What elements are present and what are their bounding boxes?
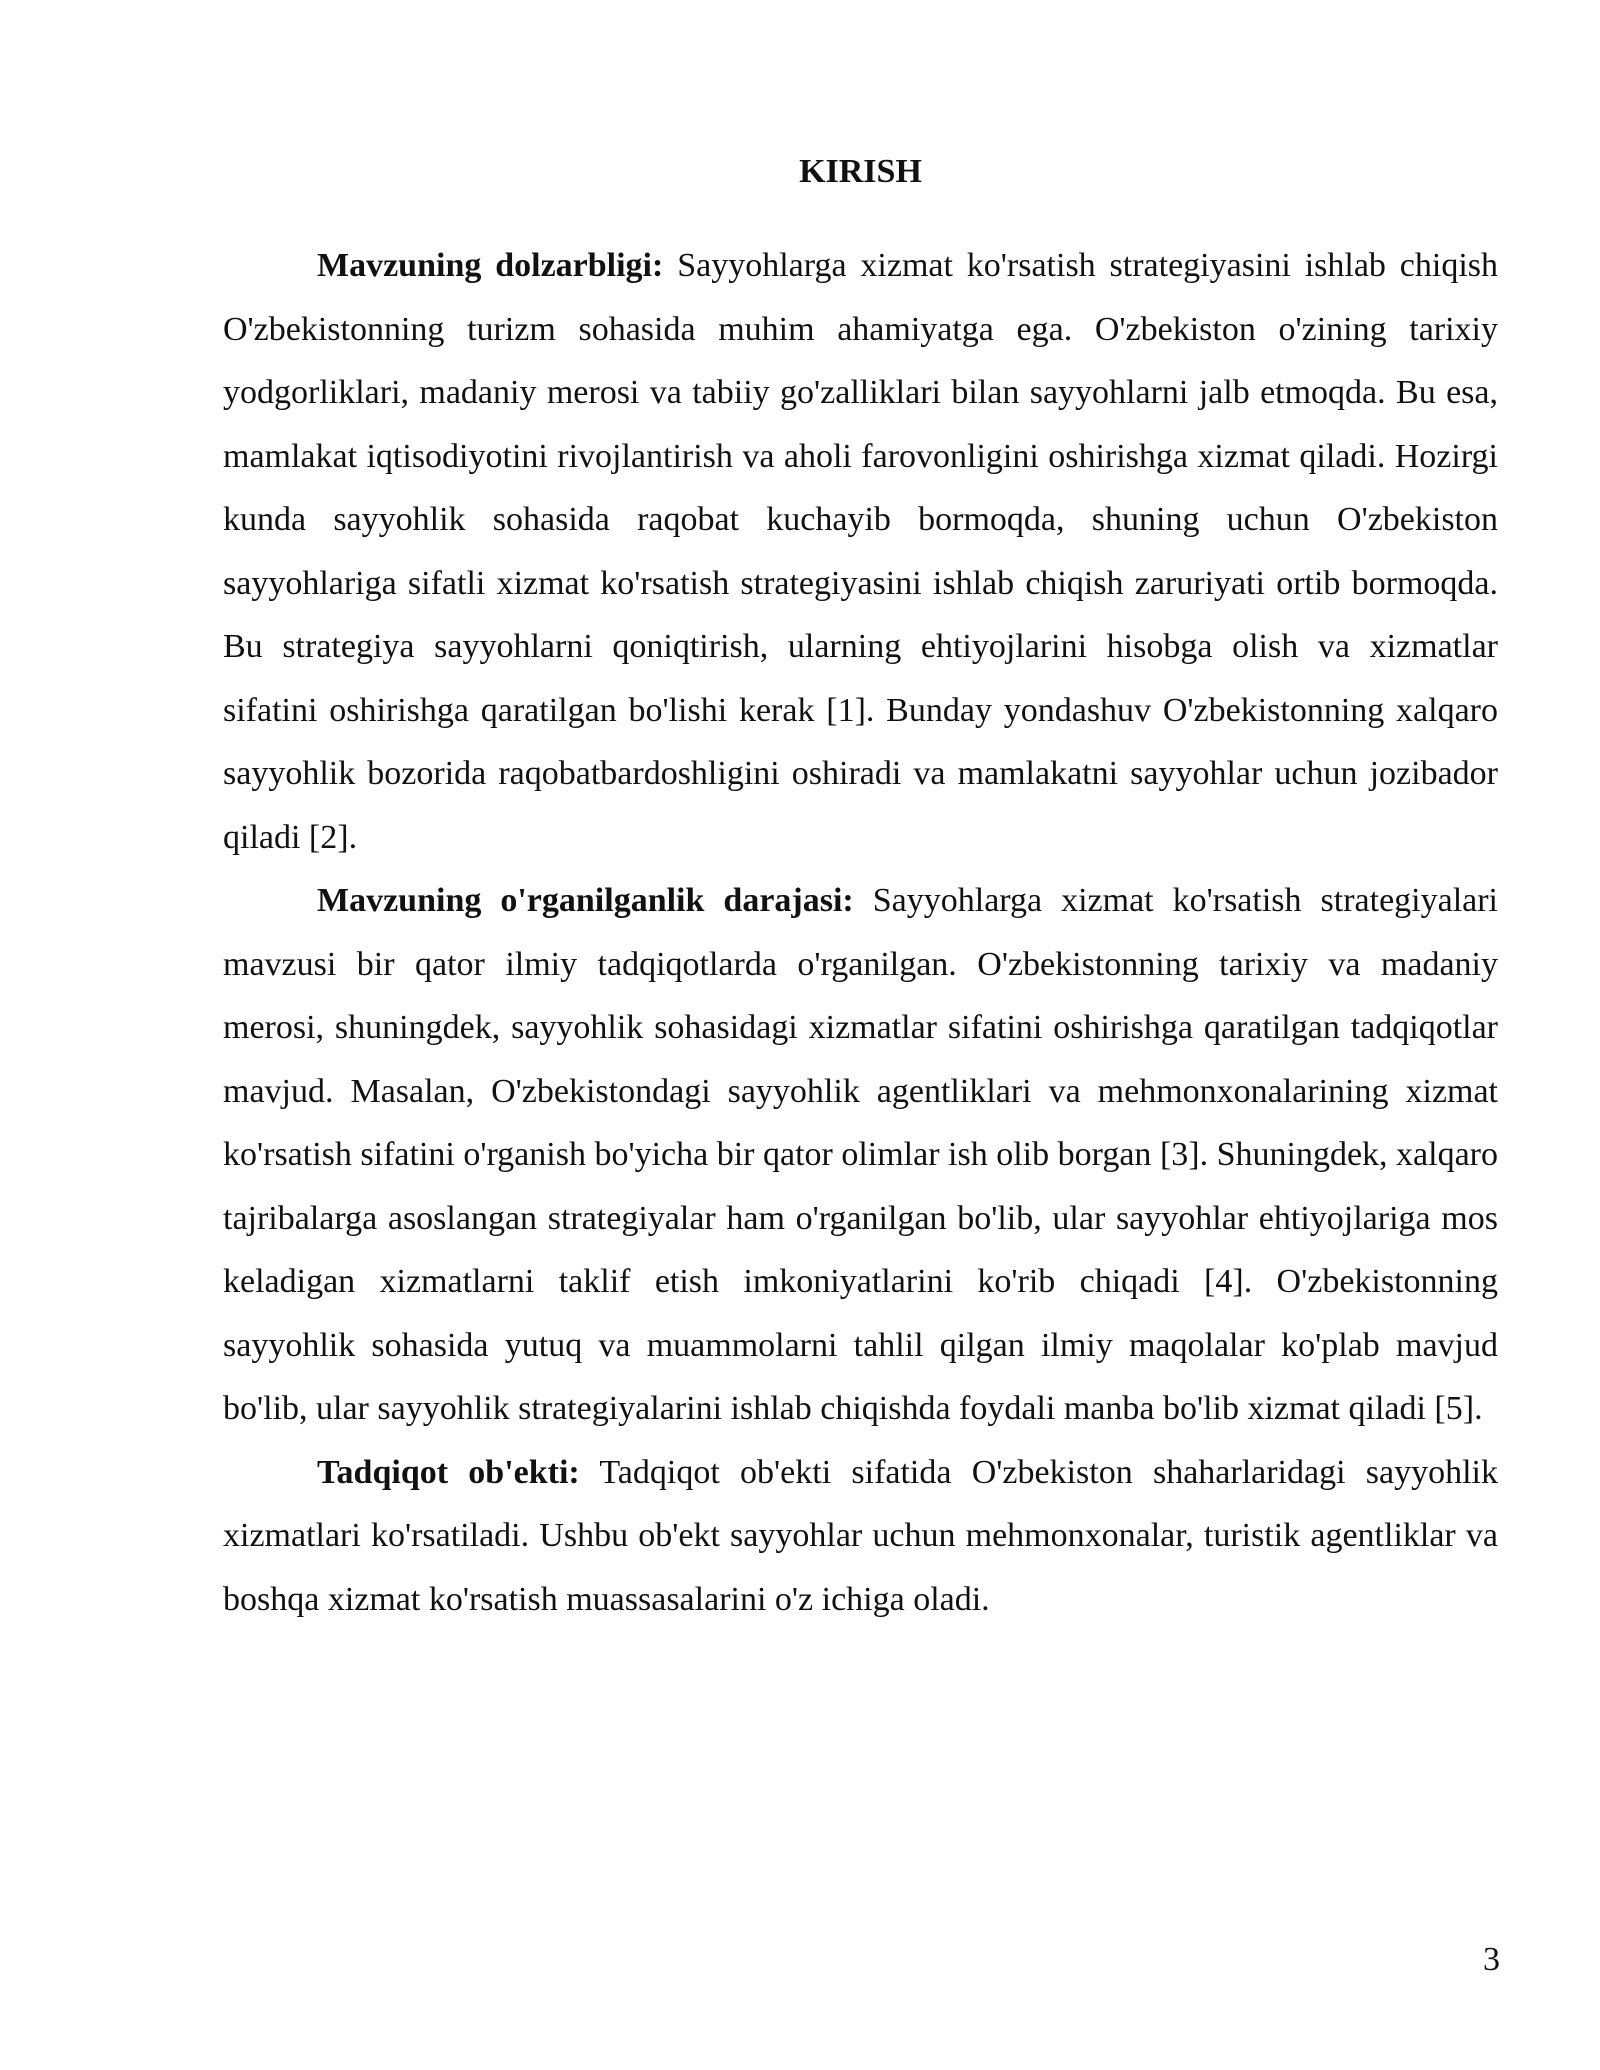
- paragraph-lead: Tadqiqot ob'ekti:: [317, 1453, 580, 1491]
- paragraph-text: Sayyohlarga xizmat ko'rsatish strategiyalari mavzusi bir qator ilmiy tadqiqotlarda o'rganilgan. O'zbekistonning tarixiy va madaniy merosi, shuningdek, sayyohlik sohasidagi xizmatlar sifatini oshirishga qaratilgan tadqiqotlar mavjud. Masalan, O'zbekistondagi sayyohlik agentliklari va mehmonxonalarining xizmat ko'rsatish sifatini o'rganish bo'yicha bir qator olimlar ish olib borgan [3]. Shuningdek, xalqaro tajribalarga asoslangan strategiyalar ham o'rganilgan bo'lib, ular sayyohlar ehtiyojlariga mos keladigan xizmatlarni taklif etish imkoniyatlarini ko'rib chiqadi [4]. O'zbekistonning sayyohlik sohasida yutuq va muammolarni tahlil qilgan ilmiy maqolalar ko'plab mavjud bo'lib, ular sayyohlik strategiyalarini ishlab chiqishda foydali manba bo'lib xizmat qiladi [5].: [223, 882, 1499, 1427]
- page-number: 3: [1483, 1941, 1500, 1978]
- paragraph-dolzarbligi: [223, 234, 1498, 869]
- paragraph-organilganlik: [223, 869, 1498, 1441]
- document-body: [223, 140, 1498, 1631]
- paragraph-text: Tadqiqot ob'ekti sifatida O'zbekiston shaharlaridagi sayyohlik xizmatlari ko'rsatiladi. Ushbu ob'ekt sayyohlar uchun mehmonxonalar, turistik agentliklar va boshqa xizmat ko'rsatish muassasalarini o'z ichiga oladi.: [223, 1453, 1499, 1618]
- page-title: KIRISH: [799, 153, 922, 190]
- paragraph-text: Sayyohlarga xizmat ko'rsatish strategiyasini ishlab chiqish O'zbekistonning turizm sohasida muhim ahamiyatga ega. O'zbekiston o'zining tarixiy yodgorliklari, madaniy merosi va tabiiy go'zalliklari bilan sayyohlarni jalb etmoqda. Bu esa, mamlakat iqtisodiyotini rivojlantirish va aholi farovonligini oshirishga xizmat qiladi. Hozirgi kunda sayyohlik sohasida raqobat kuchayib bormoqda, shuning uchun O'zbekiston sayyohlariga sifatli xizmat ko'rsatish strategiyasini ishlab chiqish zaruriyati ortib bormoqda. Bu strategiya sayyohlarni qoniqtirish, ularning ehtiyojlarini hisobga olish va xizmatlar sifatini oshirishga qaratilgan bo'lishi kerak [1]. Bunday yondashuv O'zbekistonning xalqaro sayyohlik bozorida raqobatbardoshligini oshiradi va mamlakatni sayyohlar uchun jozibador qiladi [2].: [223, 247, 1498, 856]
- paragraph-obekti: [223, 1441, 1498, 1632]
- paragraph-lead: Mavzuning o'rganilganlik darajasi:: [317, 882, 854, 919]
- paragraph-lead: Mavzuning dolzarbligi:: [317, 247, 664, 284]
